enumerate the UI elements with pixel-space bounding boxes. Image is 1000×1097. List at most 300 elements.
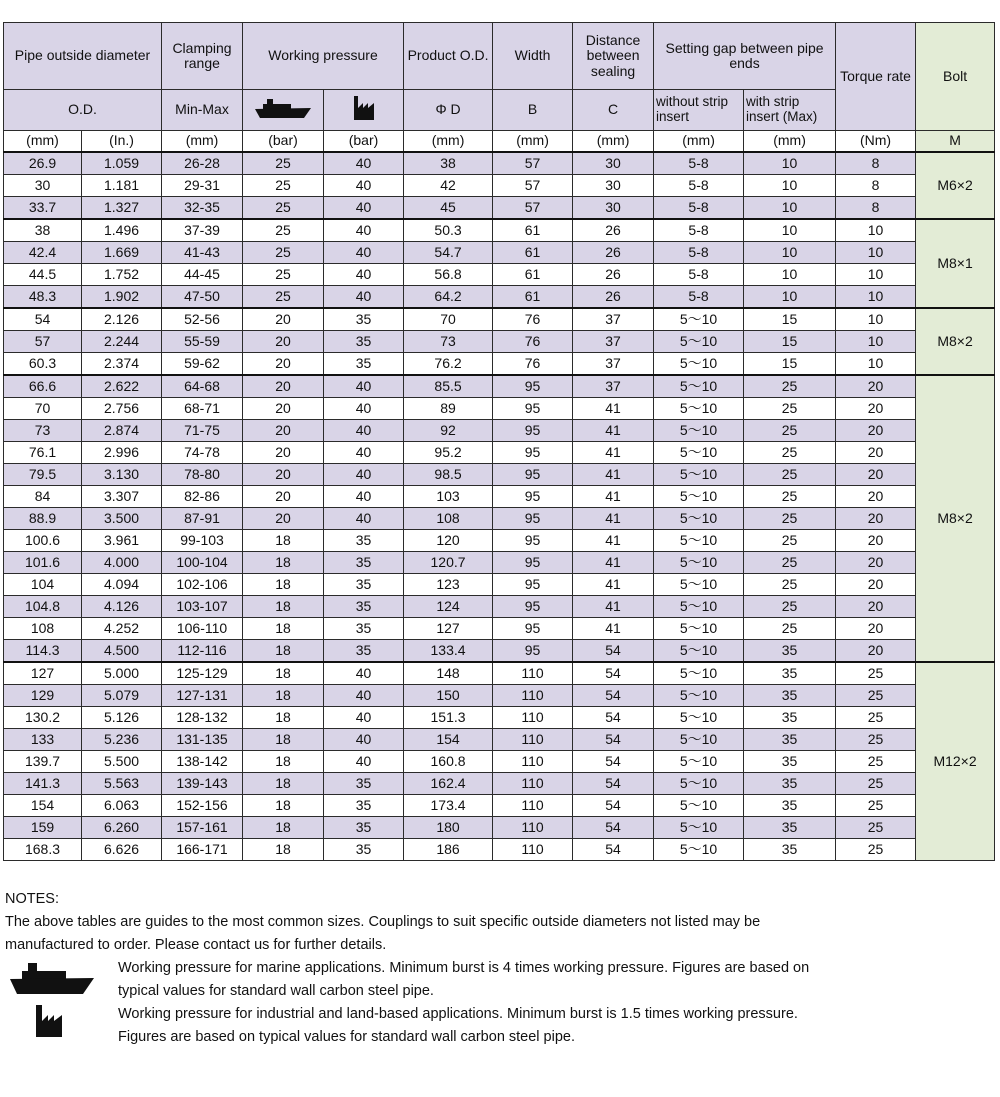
cell-od-mm: 33.7: [4, 197, 82, 220]
cell-product-od: 154: [404, 729, 493, 751]
cell-gap-with-strip: 10: [744, 242, 836, 264]
unit-cell: (bar): [324, 131, 404, 153]
cell-od-mm: 101.6: [4, 552, 82, 574]
cell-product-od: 160.8: [404, 751, 493, 773]
cell-od-mm: 88.9: [4, 508, 82, 530]
cell-gap-without-strip: 5～10: [654, 640, 744, 663]
cell-gap-without-strip: 5～10: [654, 552, 744, 574]
table-row: [4, 442, 995, 464]
cell-product-od: 180: [404, 817, 493, 839]
cell-torque: 20: [836, 464, 916, 486]
cell-od-mm: 133: [4, 729, 82, 751]
cell-gap-without-strip: 5～10: [654, 574, 744, 596]
cell-od-mm: 129: [4, 685, 82, 707]
cell-gap-without-strip: 5～10: [654, 353, 744, 376]
cell-pressure-marine: 18: [243, 618, 324, 640]
cell-clamping: 44-45: [162, 264, 243, 286]
cell-od-mm: 100.6: [4, 530, 82, 552]
cell-gap-without-strip: 5～10: [654, 707, 744, 729]
cell-gap-with-strip: 15: [744, 353, 836, 376]
table-row: [4, 662, 995, 685]
cell-od-in: 1.496: [82, 219, 162, 242]
cell-width: 95: [493, 375, 573, 398]
cell-distance: 41: [573, 420, 654, 442]
cell-clamping: 71-75: [162, 420, 243, 442]
table-row: [4, 286, 995, 309]
cell-gap-with-strip: 25: [744, 464, 836, 486]
unit-cell: (Nm): [836, 131, 916, 153]
cell-od-mm: 73: [4, 420, 82, 442]
cell-pressure-industrial: 35: [324, 552, 404, 574]
table-row: [4, 839, 995, 861]
cell-gap-with-strip: 35: [744, 729, 836, 751]
cell-width: 95: [493, 398, 573, 420]
cell-width: 95: [493, 618, 573, 640]
cell-clamping: 125-129: [162, 662, 243, 685]
table-row: [4, 751, 995, 773]
cell-distance: 37: [573, 375, 654, 398]
header-industrial-pressure: [324, 90, 404, 131]
coupling-spec-table: [3, 22, 995, 861]
cell-product-od: 123: [404, 574, 493, 596]
cell-distance: 54: [573, 729, 654, 751]
cell-gap-without-strip: 5～10: [654, 596, 744, 618]
cell-gap-without-strip: 5～10: [654, 839, 744, 861]
cell-torque: 20: [836, 398, 916, 420]
cell-clamping: 139-143: [162, 773, 243, 795]
cell-od-in: 2.874: [82, 420, 162, 442]
notes-section: [5, 888, 995, 957]
table-row: [4, 175, 995, 197]
cell-pressure-marine: 18: [243, 773, 324, 795]
cell-torque: 20: [836, 640, 916, 663]
cell-clamping: 128-132: [162, 707, 243, 729]
cell-pressure-industrial: 35: [324, 817, 404, 839]
cell-od-in: 3.961: [82, 530, 162, 552]
cell-gap-with-strip: 35: [744, 773, 836, 795]
cell-od-mm: 154: [4, 795, 82, 817]
header-min-max: Min-Max: [162, 90, 243, 131]
cell-pressure-industrial: 35: [324, 618, 404, 640]
header-working-pressure: Working pressure: [243, 23, 404, 90]
cell-pressure-marine: 25: [243, 219, 324, 242]
cell-gap-with-strip: 25: [744, 486, 836, 508]
table-row: [4, 685, 995, 707]
cell-gap-with-strip: 35: [744, 795, 836, 817]
cell-pressure-marine: 25: [243, 197, 324, 220]
cell-od-mm: 42.4: [4, 242, 82, 264]
cell-od-mm: 70: [4, 398, 82, 420]
legend-marine-text: Working pressure for marine applications. Minimum burst is 4 times working pressure. Figures are based on: [118, 960, 810, 976]
cell-torque: 10: [836, 353, 916, 376]
cell-pressure-marine: 20: [243, 420, 324, 442]
cell-product-od: 127: [404, 618, 493, 640]
cell-pressure-industrial: 35: [324, 574, 404, 596]
cell-gap-with-strip: 15: [744, 331, 836, 353]
cell-pressure-industrial: 40: [324, 662, 404, 685]
cell-pressure-marine: 25: [243, 152, 324, 175]
cell-gap-without-strip: 5-8: [654, 152, 744, 175]
cell-product-od: 120: [404, 530, 493, 552]
cell-product-od: 73: [404, 331, 493, 353]
table-row: [4, 640, 995, 663]
cell-clamping: 55-59: [162, 331, 243, 353]
cell-pressure-industrial: 40: [324, 152, 404, 175]
cell-distance: 41: [573, 574, 654, 596]
table-row: [4, 353, 995, 376]
cell-od-mm: 114.3: [4, 640, 82, 663]
header-setting-gap: Setting gap between pipe ends: [654, 23, 836, 90]
cell-gap-with-strip: 10: [744, 219, 836, 242]
cell-gap-with-strip: 25: [744, 375, 836, 398]
cell-width: 95: [493, 596, 573, 618]
cell-distance: 26: [573, 264, 654, 286]
cell-gap-with-strip: 35: [744, 685, 836, 707]
cell-od-mm: 38: [4, 219, 82, 242]
cell-clamping: 26-28: [162, 152, 243, 175]
unit-cell: M: [916, 131, 995, 153]
cell-od-in: 5.563: [82, 773, 162, 795]
cell-od-mm: 60.3: [4, 353, 82, 376]
cell-od-mm: 79.5: [4, 464, 82, 486]
cell-torque: 25: [836, 685, 916, 707]
cell-od-in: 5.126: [82, 707, 162, 729]
cell-gap-without-strip: 5-8: [654, 286, 744, 309]
header-torque-rate: Torque rate: [836, 23, 916, 131]
cell-gap-with-strip: 10: [744, 197, 836, 220]
cell-clamping: 100-104: [162, 552, 243, 574]
cell-gap-without-strip: 5～10: [654, 308, 744, 331]
cell-pressure-industrial: 40: [324, 442, 404, 464]
header-distance-sealing: Distance between sealing: [573, 23, 654, 90]
cell-pressure-marine: 18: [243, 751, 324, 773]
cell-product-od: 108: [404, 508, 493, 530]
cell-torque: 25: [836, 751, 916, 773]
cell-pressure-industrial: 35: [324, 353, 404, 376]
cell-pressure-marine: 20: [243, 375, 324, 398]
table-row: [4, 398, 995, 420]
table-row: [4, 817, 995, 839]
cell-product-od: 70: [404, 308, 493, 331]
cell-od-in: 5.079: [82, 685, 162, 707]
cell-od-mm: 168.3: [4, 839, 82, 861]
cell-clamping: 59-62: [162, 353, 243, 376]
cell-gap-without-strip: 5～10: [654, 751, 744, 773]
cell-od-mm: 104: [4, 574, 82, 596]
cell-pressure-industrial: 35: [324, 308, 404, 331]
cell-pressure-marine: 25: [243, 242, 324, 264]
cell-od-mm: 159: [4, 817, 82, 839]
cell-gap-without-strip: 5-8: [654, 219, 744, 242]
cell-distance: 41: [573, 508, 654, 530]
header-with-strip: with strip insert (Max): [744, 90, 836, 131]
cell-od-in: 2.622: [82, 375, 162, 398]
cell-distance: 37: [573, 308, 654, 331]
cell-pressure-industrial: 40: [324, 286, 404, 309]
cell-distance: 54: [573, 685, 654, 707]
cell-gap-with-strip: 10: [744, 286, 836, 309]
cell-gap-with-strip: 25: [744, 618, 836, 640]
table-row: [4, 552, 995, 574]
factory-icon: [352, 95, 376, 124]
cell-product-od: 148: [404, 662, 493, 685]
cell-product-od: 92: [404, 420, 493, 442]
cell-od-mm: 130.2: [4, 707, 82, 729]
cell-gap-without-strip: 5-8: [654, 197, 744, 220]
cell-bolt: M12×2: [916, 662, 995, 861]
cell-product-od: 151.3: [404, 707, 493, 729]
unit-cell: (mm): [654, 131, 744, 153]
cell-distance: 41: [573, 530, 654, 552]
cell-pressure-marine: 18: [243, 839, 324, 861]
cell-width: 110: [493, 685, 573, 707]
factory-icon: [34, 1004, 64, 1043]
cell-pressure-industrial: 40: [324, 197, 404, 220]
cell-od-mm: 48.3: [4, 286, 82, 309]
cell-clamping: 166-171: [162, 839, 243, 861]
table-row: [4, 530, 995, 552]
cell-distance: 30: [573, 197, 654, 220]
cell-width: 110: [493, 839, 573, 861]
cell-od-mm: 30: [4, 175, 82, 197]
header-marine-pressure: [243, 90, 324, 131]
cell-width: 110: [493, 773, 573, 795]
cell-torque: 8: [836, 197, 916, 220]
cell-width: 95: [493, 508, 573, 530]
cell-pressure-marine: 18: [243, 817, 324, 839]
cell-distance: 41: [573, 552, 654, 574]
cell-torque: 8: [836, 152, 916, 175]
header-b: B: [493, 90, 573, 131]
cell-pressure-marine: 20: [243, 353, 324, 376]
cell-od-in: 3.307: [82, 486, 162, 508]
table-row: [4, 331, 995, 353]
cell-width: 57: [493, 152, 573, 175]
cell-product-od: 124: [404, 596, 493, 618]
cell-width: 110: [493, 817, 573, 839]
unit-cell: (mm): [404, 131, 493, 153]
header-bolt: Bolt: [916, 23, 995, 131]
cell-width: 95: [493, 640, 573, 663]
notes-heading: NOTES:: [5, 891, 59, 907]
cell-width: 76: [493, 331, 573, 353]
cell-torque: 10: [836, 219, 916, 242]
cell-torque: 20: [836, 574, 916, 596]
cell-torque: 20: [836, 618, 916, 640]
cell-width: 76: [493, 353, 573, 376]
cell-pressure-industrial: 35: [324, 530, 404, 552]
cell-distance: 30: [573, 175, 654, 197]
table-row: [4, 707, 995, 729]
cell-od-mm: 127: [4, 662, 82, 685]
cell-pressure-industrial: 40: [324, 464, 404, 486]
cell-pressure-industrial: 40: [324, 264, 404, 286]
table-row: [4, 464, 995, 486]
cell-width: 61: [493, 242, 573, 264]
table-row: [4, 773, 995, 795]
cell-product-od: 38: [404, 152, 493, 175]
cell-od-in: 1.752: [82, 264, 162, 286]
cell-distance: 54: [573, 817, 654, 839]
table-row: [4, 486, 995, 508]
cell-gap-with-strip: 35: [744, 707, 836, 729]
cell-pressure-marine: 20: [243, 486, 324, 508]
table-row: [4, 596, 995, 618]
cell-product-od: 56.8: [404, 264, 493, 286]
cell-gap-without-strip: 5～10: [654, 375, 744, 398]
cell-pressure-marine: 18: [243, 729, 324, 751]
header-phi-d: Φ D: [404, 90, 493, 131]
cell-torque: 25: [836, 729, 916, 751]
cell-distance: 54: [573, 773, 654, 795]
table-row: [4, 242, 995, 264]
cell-pressure-industrial: 40: [324, 508, 404, 530]
cell-torque: 10: [836, 242, 916, 264]
cell-pressure-industrial: 40: [324, 375, 404, 398]
cell-od-in: 3.500: [82, 508, 162, 530]
header-width: Width: [493, 23, 573, 90]
legend-marine-text: typical values for standard wall carbon steel pipe.: [118, 983, 434, 999]
cell-pressure-industrial: 35: [324, 596, 404, 618]
table-row: [4, 420, 995, 442]
cell-od-in: 6.626: [82, 839, 162, 861]
cell-clamping: 78-80: [162, 464, 243, 486]
cell-width: 95: [493, 552, 573, 574]
cell-torque: 25: [836, 773, 916, 795]
cell-gap-without-strip: 5～10: [654, 618, 744, 640]
cell-gap-with-strip: 25: [744, 596, 836, 618]
cell-bolt: M8×2: [916, 308, 995, 375]
cell-pressure-marine: 18: [243, 530, 324, 552]
cell-pressure-industrial: 40: [324, 729, 404, 751]
cell-distance: 30: [573, 152, 654, 175]
cell-od-in: 1.327: [82, 197, 162, 220]
cell-torque: 25: [836, 707, 916, 729]
cell-pressure-industrial: 35: [324, 640, 404, 663]
cell-distance: 54: [573, 795, 654, 817]
cell-pressure-marine: 18: [243, 640, 324, 663]
cell-distance: 41: [573, 398, 654, 420]
cell-product-od: 89: [404, 398, 493, 420]
cell-gap-with-strip: 10: [744, 152, 836, 175]
cell-torque: 20: [836, 442, 916, 464]
cell-distance: 37: [573, 353, 654, 376]
cell-pressure-marine: 20: [243, 464, 324, 486]
cell-torque: 20: [836, 420, 916, 442]
cell-distance: 26: [573, 242, 654, 264]
cell-product-od: 150: [404, 685, 493, 707]
notes-line: manufactured to order. Please contact us for further details.: [5, 937, 387, 953]
cell-torque: 20: [836, 486, 916, 508]
cell-gap-with-strip: 25: [744, 508, 836, 530]
cell-od-in: 1.181: [82, 175, 162, 197]
cell-clamping: 74-78: [162, 442, 243, 464]
cell-od-mm: 108: [4, 618, 82, 640]
cell-gap-with-strip: 35: [744, 640, 836, 663]
cell-clamping: 82-86: [162, 486, 243, 508]
cell-gap-without-strip: 5～10: [654, 662, 744, 685]
cell-od-in: 2.126: [82, 308, 162, 331]
table-row: [4, 508, 995, 530]
cell-pressure-industrial: 35: [324, 773, 404, 795]
table-row: [4, 152, 995, 175]
cell-clamping: 102-106: [162, 574, 243, 596]
cell-od-in: 2.244: [82, 331, 162, 353]
table-row: [4, 308, 995, 331]
cell-pressure-industrial: 40: [324, 420, 404, 442]
cell-clamping: 131-135: [162, 729, 243, 751]
legend-industrial-text: Working pressure for industrial and land-based applications. Minimum burst is 1.5 times working pressure.: [118, 1006, 798, 1022]
cell-torque: 20: [836, 552, 916, 574]
cell-clamping: 138-142: [162, 751, 243, 773]
cell-width: 61: [493, 286, 573, 309]
cell-pressure-marine: 20: [243, 398, 324, 420]
cell-pressure-marine: 18: [243, 707, 324, 729]
cell-od-mm: 44.5: [4, 264, 82, 286]
cell-od-mm: 26.9: [4, 152, 82, 175]
cell-gap-without-strip: 5-8: [654, 242, 744, 264]
cell-width: 61: [493, 264, 573, 286]
cell-clamping: 99-103: [162, 530, 243, 552]
cell-product-od: 42: [404, 175, 493, 197]
cell-gap-with-strip: 35: [744, 751, 836, 773]
cell-width: 95: [493, 464, 573, 486]
ship-icon: [8, 959, 96, 1002]
cell-od-in: 4.500: [82, 640, 162, 663]
cell-product-od: 54.7: [404, 242, 493, 264]
cell-width: 95: [493, 420, 573, 442]
table-row: [4, 197, 995, 220]
table-row: [4, 219, 995, 242]
cell-od-in: 6.260: [82, 817, 162, 839]
cell-pressure-marine: 20: [243, 442, 324, 464]
cell-width: 61: [493, 219, 573, 242]
cell-clamping: 127-131: [162, 685, 243, 707]
header-od: O.D.: [4, 90, 162, 131]
cell-torque: 10: [836, 264, 916, 286]
cell-od-in: 2.996: [82, 442, 162, 464]
cell-width: 110: [493, 795, 573, 817]
cell-clamping: 103-107: [162, 596, 243, 618]
cell-gap-without-strip: 5～10: [654, 398, 744, 420]
cell-product-od: 120.7: [404, 552, 493, 574]
cell-od-mm: 141.3: [4, 773, 82, 795]
cell-torque: 20: [836, 596, 916, 618]
cell-product-od: 173.4: [404, 795, 493, 817]
cell-gap-without-strip: 5～10: [654, 508, 744, 530]
unit-cell: (mm): [744, 131, 836, 153]
cell-distance: 26: [573, 219, 654, 242]
cell-distance: 54: [573, 707, 654, 729]
cell-distance: 54: [573, 662, 654, 685]
cell-od-in: 4.252: [82, 618, 162, 640]
cell-clamping: 87-91: [162, 508, 243, 530]
cell-torque: 20: [836, 375, 916, 398]
cell-distance: 54: [573, 640, 654, 663]
cell-product-od: 103: [404, 486, 493, 508]
cell-pressure-marine: 25: [243, 175, 324, 197]
cell-clamping: 68-71: [162, 398, 243, 420]
cell-clamping: 37-39: [162, 219, 243, 242]
cell-od-in: 5.236: [82, 729, 162, 751]
cell-gap-with-strip: 10: [744, 264, 836, 286]
legend-marine: [0, 957, 1000, 1003]
cell-torque: 8: [836, 175, 916, 197]
cell-pressure-marine: 18: [243, 685, 324, 707]
cell-clamping: 29-31: [162, 175, 243, 197]
cell-width: 57: [493, 175, 573, 197]
cell-od-mm: 66.6: [4, 375, 82, 398]
